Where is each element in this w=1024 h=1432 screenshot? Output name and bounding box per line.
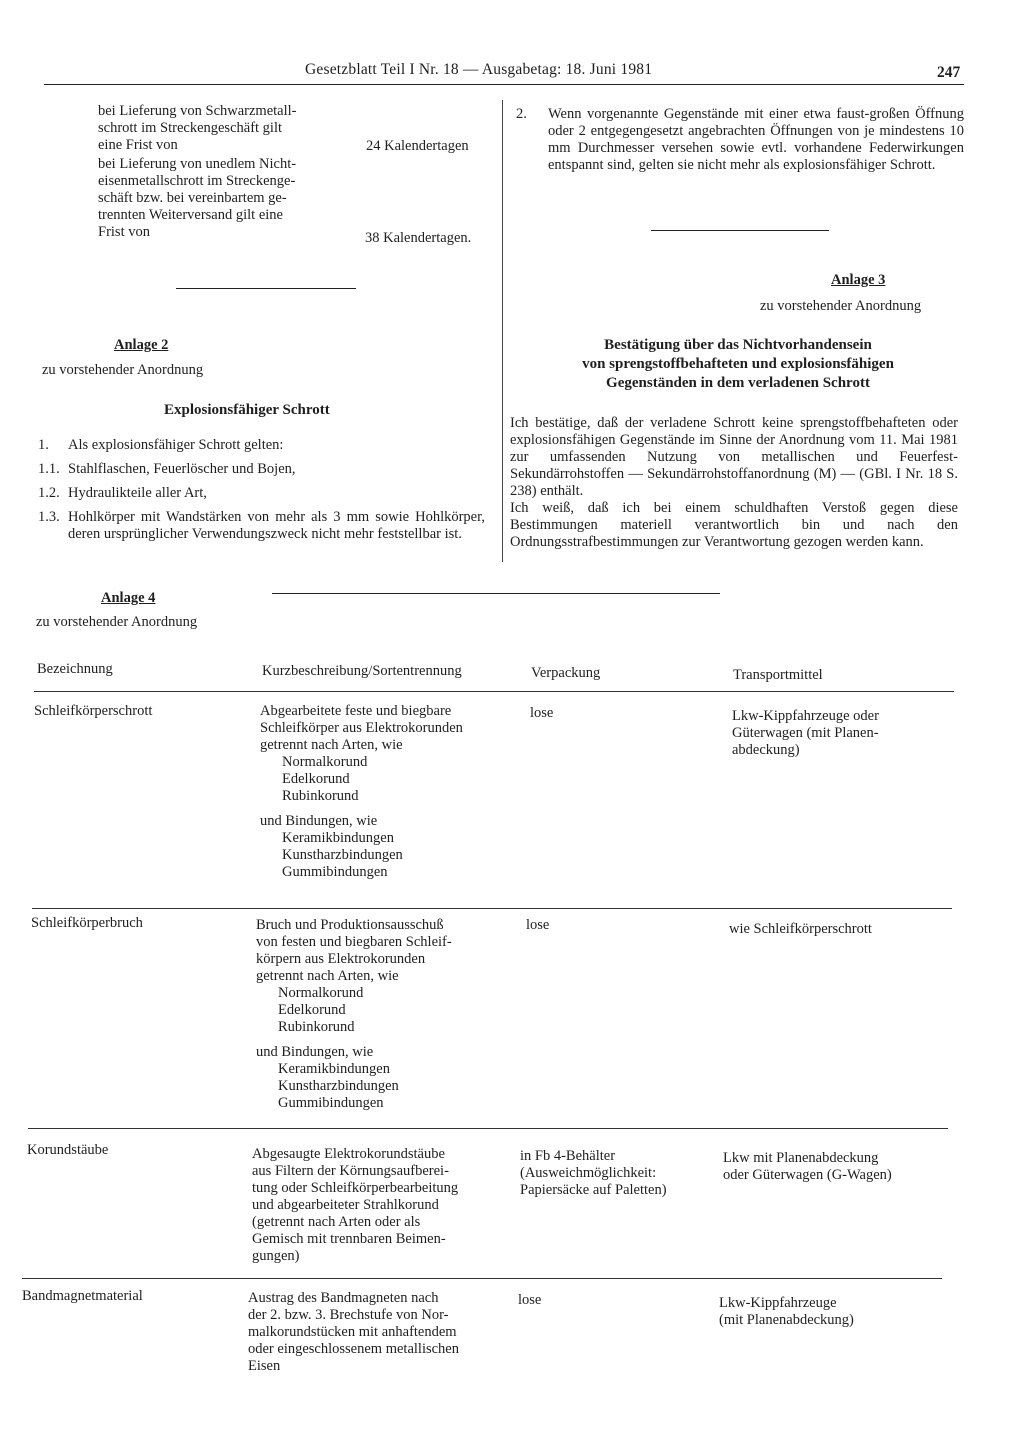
row-rule (32, 908, 952, 909)
list-item (38, 437, 485, 454)
text-line: Schleifkörper aus Elektrokorunden (260, 720, 463, 736)
list-item (38, 509, 485, 543)
list-number: 1.2. (38, 485, 60, 501)
text-line: Lkw-Kippfahrzeuge (719, 1295, 837, 1311)
text-line: Edelkorund (278, 1002, 346, 1018)
list-item (38, 461, 485, 478)
cell-packaging: lose (518, 1292, 542, 1308)
text-line: Abgearbeitete feste und biegbare (260, 703, 452, 719)
text-line: abdeckung) (732, 742, 800, 758)
text-line: (Ausweichmöglichkeit: (520, 1165, 657, 1181)
cell-packaging (520, 1148, 715, 1199)
list-item (516, 106, 964, 174)
text-line: Bruch und Produktionsausschuß (256, 917, 444, 933)
text-line: Normalkorund (278, 985, 364, 1001)
explosive-item-2 (516, 106, 964, 174)
nonferrous-delivery-text (98, 156, 353, 241)
list-text: Stahlflaschen, Feuerlöscher und Bojen, (68, 461, 296, 477)
text-line: eisenmetallschrott im Streckenge- (98, 173, 296, 189)
cell-transport (723, 1150, 938, 1184)
cell-transport (719, 1295, 934, 1329)
text-line: (getrennt nach Arten oder als (252, 1214, 421, 1230)
anlage4-subtitle: zu vorstehender Anordnung (36, 614, 198, 630)
anlage2-heading: Explosionsfähiger Schrott (164, 402, 330, 418)
col-header-kurzbeschreibung: Kurzbeschreibung/Sortentrennung (262, 663, 462, 679)
text-line: körpern aus Elektrokorunden (256, 951, 426, 967)
column-divider (502, 100, 503, 562)
confirmation-paragraph-1: Ich bestätige, daß der verladene Schrott keine sprengstoffbehafteten oder explosionsfähigen Gegenstände im Sinne der Anordnung vom 11. Mai 1981 zur umfassenden Nutzung von metallischen und Feuerfest-Sekundärrohstoffen — Sekundärrohstoffanordnung (M) — (GBl. I Nr. 18 S. 238) enthält. (510, 415, 958, 499)
anlage2-list (38, 437, 485, 543)
anlage3-heading (516, 336, 960, 393)
cell-transport (729, 921, 944, 938)
ferrous-delivery-text (98, 103, 353, 154)
list-text: Hohlkörper mit Wandstärken von mehr als 3 mm sowie Hohlkörper, deren ursprünglicher Verwendungszweck nicht mehr feststellbar ist. (68, 509, 485, 542)
text-line: bei Lieferung von unedlem Nicht- (98, 156, 297, 172)
cell-name: Schleifkörperschrott (34, 703, 153, 719)
heading-line: Bestätigung über das Nichtvorhandensein (604, 337, 872, 353)
list-number: 1.1. (38, 461, 60, 477)
page-number: 247 (937, 64, 961, 81)
text-line: eine Frist von (98, 137, 178, 153)
col-header-transportmittel: Transportmittel (733, 667, 823, 683)
text-line: Kunstharzbindungen (278, 1078, 399, 1094)
text-line: (mit Planenabdeckung) (719, 1312, 854, 1328)
list-text: Wenn vorgenannte Gegenstände mit einer etwa faust-großen Öffnung oder 2 entgegengesetzt angebrachten Öffnungen von je mindestens 10 mm Durchmesser versehen sowie evtl. vorhandene Federwirkungen entspannt sind, gelten sie nicht mehr als explosionsfähiger Schrott. (548, 106, 964, 173)
cell-description (248, 1290, 510, 1375)
text-line: Edelkorund (282, 771, 350, 787)
table-header-rule (34, 691, 954, 692)
row-rule (22, 1278, 942, 1279)
row-rule (28, 1128, 948, 1129)
anlage4-title: Anlage 4 (101, 590, 156, 606)
text-line: schäft bzw. bei vereinbartem ge- (98, 190, 287, 206)
deadline-24: 24 Kalendertagen (366, 138, 469, 154)
running-header: Gesetzblatt Teil I Nr. 18 — Ausgabetag: 18. Juni 1981 (305, 61, 653, 78)
cell-name: Schleifkörperbruch (31, 915, 143, 931)
heading-line: von sprengstoffbehafteten und explosionsfähigen (582, 356, 894, 372)
text-line: malkorundstücken mit anhaftendem (248, 1324, 457, 1340)
cell-description (260, 703, 520, 881)
confirmation-paragraph-2: Ich weiß, daß ich bei einem schuldhaften Verstoß gegen diese Bestimmungen materiell verantwortlich bin und nach den Ordnungsstrafbestimmungen zur Verantwortung gezogen werden kann. (510, 500, 958, 550)
text-line: Keramikbindungen (282, 830, 394, 846)
text-line: Abgesaugte Elektrokorundstäube (252, 1146, 445, 1162)
text-line: oder eingeschlossenem metallischen (248, 1341, 459, 1357)
text-line: und Bindungen, wie (260, 813, 378, 829)
deadline-38: 38 Kalendertagen. (365, 230, 472, 246)
cell-name: Korundstäube (27, 1142, 109, 1158)
list-text: Als explosionsfähiger Schrott gelten: (68, 437, 284, 453)
header-rule (44, 84, 964, 85)
text-line: Eisen (248, 1358, 281, 1374)
text-line: Keramikbindungen (278, 1061, 390, 1077)
section-divider (176, 288, 356, 289)
text-line: Güterwagen (mit Planen- (732, 725, 879, 741)
section-divider (272, 593, 720, 594)
cell-transport (732, 708, 947, 759)
text-line: oder Güterwagen (G-Wagen) (723, 1167, 892, 1183)
text-line: Austrag des Bandmagneten nach (248, 1290, 439, 1306)
text-line: getrennt nach Arten, wie (260, 737, 403, 753)
text-line: Papiersäcke auf Paletten) (520, 1182, 667, 1198)
anlage3-title: Anlage 3 (831, 272, 886, 288)
text-line: Gummibindungen (282, 864, 388, 880)
cell-name: Bandmagnetmaterial (22, 1288, 143, 1304)
text-line: Rubinkorund (282, 788, 359, 804)
list-number: 1. (38, 437, 49, 453)
text-line: der 2. bzw. 3. Brechstufe von Nor- (248, 1307, 449, 1323)
text-line: wie Schleifkörperschrott (729, 921, 872, 937)
text-line: Lkw-Kippfahrzeuge oder (732, 708, 879, 724)
text-line: Rubinkorund (278, 1019, 355, 1035)
text-line: aus Filtern der Körnungsaufberei- (252, 1163, 449, 1179)
cell-description (256, 917, 516, 1112)
cell-packaging: lose (530, 705, 554, 721)
text-line: schrott im Streckengeschäft gilt (98, 120, 283, 136)
text-line: und Bindungen, wie (256, 1044, 374, 1060)
text-line: bei Lieferung von Schwarzmetall- (98, 103, 297, 119)
text-line: tung oder Schleifkörperbearbeitung (252, 1180, 459, 1196)
text-line: Frist von (98, 224, 150, 240)
text-line: Gemisch mit trennbaren Beimen- (252, 1231, 446, 1247)
text-line: und abgearbeiteter Strahlkorund (252, 1197, 439, 1213)
text-line: trennten Weiterversand gilt eine (98, 207, 283, 223)
col-header-verpackung: Verpackung (531, 665, 601, 681)
list-text: Hydraulikteile aller Art, (68, 485, 207, 501)
list-number: 2. (516, 106, 527, 122)
anlage3-subtitle: zu vorstehender Anordnung (760, 298, 922, 314)
anlage2-subtitle: zu vorstehender Anordnung (42, 362, 204, 378)
text-line: Kunstharzbindungen (282, 847, 403, 863)
text-line: Gummibindungen (278, 1095, 384, 1111)
text-line: von festen und biegbaren Schleif- (256, 934, 452, 950)
section-divider (651, 230, 829, 231)
text-line: in Fb 4-Behälter (520, 1148, 616, 1164)
cell-description (252, 1146, 512, 1265)
anlage2-title: Anlage 2 (114, 337, 169, 353)
cell-packaging: lose (526, 917, 550, 933)
text-line: getrennt nach Arten, wie (256, 968, 399, 984)
col-header-bezeichnung: Bezeichnung (37, 661, 113, 677)
heading-line: Gegenständen in dem verladenen Schrott (606, 375, 870, 391)
list-item (38, 485, 485, 502)
text-line: gungen) (252, 1248, 300, 1264)
list-number: 1.3. (38, 509, 60, 525)
text-line: Lkw mit Planenabdeckung (723, 1150, 879, 1166)
text-line: Normalkorund (282, 754, 368, 770)
